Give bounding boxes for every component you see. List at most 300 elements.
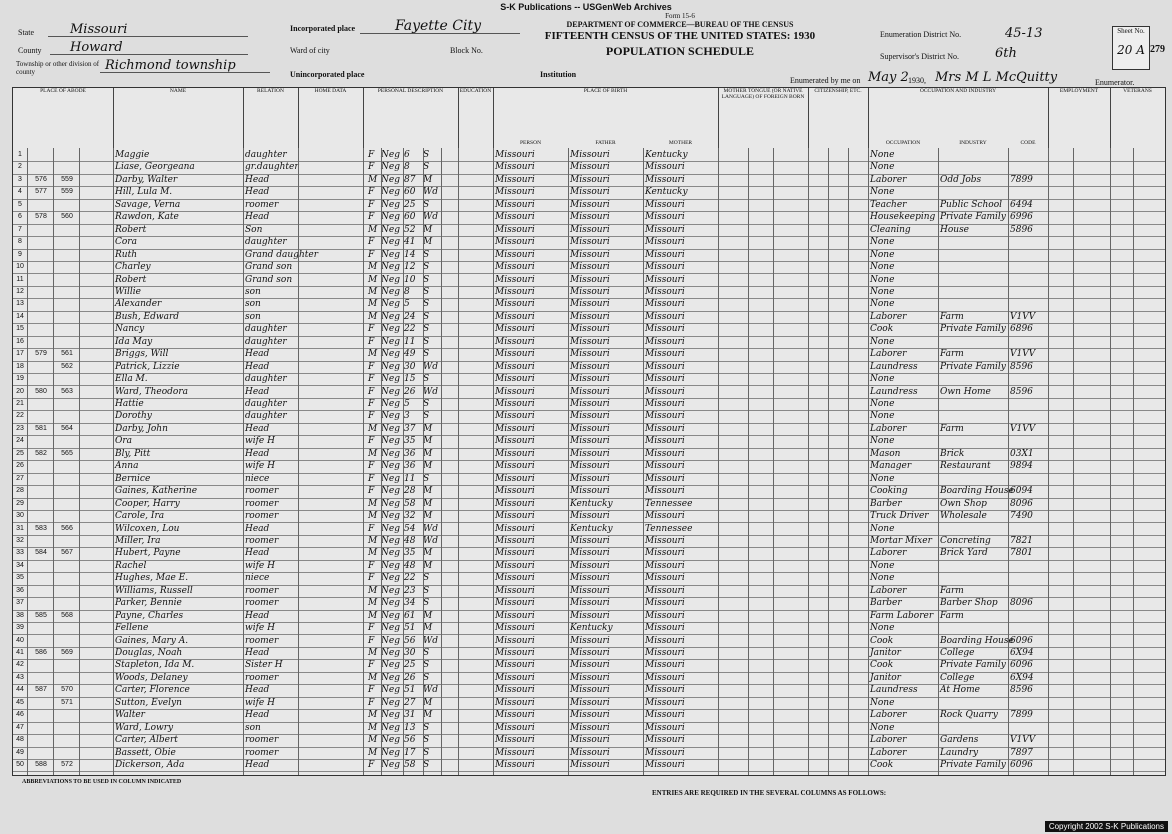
cell-race: Neg — [381, 436, 400, 447]
cell-p: Missouri — [495, 585, 535, 596]
cell-name: Darby, Walter — [115, 174, 178, 185]
cell-dw — [29, 560, 53, 572]
cell-ms: S — [423, 399, 430, 409]
cell-ind: Private Family — [940, 760, 1006, 771]
cell-ind — [940, 286, 1008, 298]
cell-fam — [55, 224, 79, 236]
cell-n: 15 — [16, 325, 24, 333]
cell-rel: daughter — [245, 336, 287, 347]
cell-code: 7801 — [1010, 548, 1033, 559]
cell-f: Missouri — [570, 560, 610, 571]
cell-fam — [55, 622, 79, 634]
cell-name: Liase, Georgeana — [115, 162, 195, 173]
cell-race: Neg — [381, 199, 400, 210]
cell-n: 41 — [16, 649, 24, 656]
cell-race: Neg — [381, 150, 400, 160]
cell-p: Missouri — [495, 573, 535, 584]
cell-ms: M — [423, 174, 433, 185]
cell-m: Missouri — [645, 722, 685, 733]
cell-code — [1010, 274, 1048, 286]
cell-race: Neg — [381, 598, 400, 609]
cell-dw: 576 — [35, 175, 47, 183]
cell-n: 43 — [16, 673, 24, 681]
schedule-title: POPULATION SCHEDULE — [605, 44, 755, 58]
cell-name: Briggs, Will — [115, 349, 169, 360]
cell-dw: 584 — [35, 549, 47, 557]
cell-name: Ward, Theodora — [115, 386, 189, 397]
cell-dw — [29, 286, 53, 298]
cell-n: 49 — [16, 748, 24, 756]
cell-age: 27 — [404, 697, 416, 708]
cell-p: Missouri — [495, 299, 535, 310]
cell-sex: F — [368, 399, 375, 409]
table-row — [13, 336, 1165, 349]
cell-code: 7490 — [1010, 511, 1033, 522]
enumerated-label: Enumerated by me on — [790, 76, 861, 85]
cell-ms: Wd — [423, 187, 439, 198]
cell-race: Neg — [381, 249, 400, 260]
cell-ms: S — [423, 598, 430, 609]
cell-ms: S — [423, 747, 430, 758]
cell-m: Missouri — [645, 660, 685, 671]
cell-ind: Public School — [940, 199, 1002, 210]
cell-name: Willie — [115, 286, 141, 297]
cell-rel: Head — [245, 361, 270, 372]
cell-age: 56 — [404, 635, 416, 646]
cell-race: Neg — [381, 685, 400, 696]
cell-n: 38 — [16, 611, 24, 619]
cell-occ: Teacher — [870, 199, 907, 210]
cell-f: Missouri — [570, 760, 610, 771]
cell-sex: F — [368, 436, 375, 447]
cell-p: Missouri — [495, 237, 535, 248]
cell-occ: None — [870, 399, 895, 409]
cell-name: Carter, Albert — [115, 735, 178, 746]
table-row — [13, 510, 1165, 523]
cell-dw — [29, 361, 53, 373]
cell-name: Stapleton, Ida M. — [115, 660, 195, 671]
institution-label: Institution — [540, 70, 577, 79]
cell-race: Neg — [381, 648, 400, 658]
cell-occ: None — [870, 573, 895, 584]
cell-fam — [55, 249, 79, 261]
cell-occ: Janitor — [870, 648, 901, 658]
cell-rel: daughter — [245, 374, 287, 385]
cell-p: Missouri — [495, 560, 535, 571]
cell-fam — [55, 149, 79, 161]
cell-f: Missouri — [570, 361, 610, 372]
cell-name: Patrick, Lizzie — [115, 361, 180, 372]
cell-m: Tennessee — [645, 498, 693, 509]
cell-p: Missouri — [495, 349, 535, 360]
cell-m: Missouri — [645, 672, 685, 683]
cell-m: Missouri — [645, 486, 685, 497]
col-mother-tongue: MOTHER TONGUE (OR NATIVE LANGUAGE) OF FOREIGN BORN — [718, 88, 809, 148]
column-rule — [27, 148, 28, 775]
cell-occ: Laundress — [870, 361, 918, 372]
cell-dw: 580 — [35, 387, 47, 395]
cell-p: Missouri — [495, 747, 535, 758]
cell-code: 8596 — [1010, 685, 1033, 696]
cell-m: Missouri — [645, 349, 685, 360]
cell-dw — [29, 323, 53, 335]
cell-ms: S — [423, 162, 430, 173]
cell-rel: daughter — [245, 150, 287, 160]
cell-ind: Private Family — [940, 324, 1006, 335]
cell-p: Missouri — [495, 336, 535, 347]
cell-fam — [55, 323, 79, 335]
cell-name: Alexander — [115, 299, 162, 310]
cell-name: Williams, Russell — [115, 585, 193, 596]
table-row — [13, 585, 1165, 598]
cell-age: 49 — [404, 349, 416, 360]
column-rule — [773, 148, 774, 775]
cell-race: Neg — [381, 212, 400, 223]
cell-p: Missouri — [495, 187, 535, 198]
cell-race: Neg — [381, 448, 400, 459]
cell-fam: 563 — [61, 387, 73, 395]
cell-f: Missouri — [570, 274, 610, 285]
cell-ms: S — [423, 286, 430, 297]
column-rule — [1008, 148, 1009, 775]
cell-fam — [55, 535, 79, 547]
cell-ind: Own Home — [940, 386, 991, 397]
cell-dw — [29, 747, 53, 759]
cell-m: Missouri — [645, 237, 685, 248]
cell-sex: M — [368, 311, 378, 322]
cell-dw — [29, 659, 53, 671]
cell-age: 52 — [404, 224, 416, 235]
column-rule — [79, 148, 80, 775]
cell-name: Anna — [115, 461, 139, 472]
cell-sex: M — [368, 747, 378, 758]
cell-ind: Brick Yard — [940, 548, 988, 559]
cell-code: 9894 — [1010, 461, 1033, 472]
cell-code — [1010, 373, 1048, 385]
cell-ind: Boarding House — [940, 635, 1014, 646]
cell-ms: S — [423, 735, 430, 746]
cell-name: Darby, John — [115, 423, 168, 434]
cell-dw — [29, 572, 53, 584]
cell-dw — [29, 709, 53, 721]
cell-code — [1010, 622, 1048, 634]
cell-sex: F — [368, 150, 375, 160]
cell-race: Neg — [381, 473, 400, 484]
cell-p: Missouri — [495, 672, 535, 683]
cell-rel: Head — [245, 187, 270, 198]
cell-occ: None — [870, 436, 895, 447]
cell-age: 14 — [404, 249, 416, 260]
occ-title: OCCUPATION AND INDUSTRY — [919, 88, 997, 94]
cell-n: 50 — [16, 761, 24, 769]
cell-p: Missouri — [495, 610, 535, 621]
cell-m: Tennessee — [645, 523, 693, 534]
cell-code — [1010, 161, 1048, 173]
cell-sex: M — [368, 349, 378, 360]
cell-name: Miller, Ira — [115, 535, 161, 546]
cell-f: Missouri — [570, 747, 610, 758]
cell-ind — [940, 261, 1008, 273]
table-row — [13, 186, 1165, 199]
cell-race: Neg — [381, 324, 400, 335]
cell-rel: Grand son — [245, 262, 293, 273]
cell-name: Rachel — [115, 560, 147, 571]
cell-occ: Laborer — [870, 311, 907, 322]
cell-age: 28 — [404, 486, 416, 497]
cell-sex: F — [368, 523, 375, 534]
cell-age: 8 — [404, 162, 410, 173]
cell-code: 6094 — [1010, 486, 1033, 497]
cell-name: Bernice — [115, 473, 151, 484]
banner: S-K Publications -- USGenWeb Archives — [500, 2, 672, 12]
cell-rel: roomer — [245, 672, 279, 683]
column-rule — [1133, 148, 1134, 775]
column-rule — [808, 148, 809, 775]
cell-m: Missouri — [645, 448, 685, 459]
cell-occ: None — [870, 286, 895, 297]
enum-district-value: 45-13 — [1005, 26, 1043, 41]
cell-occ: None — [870, 262, 895, 273]
cell-p: Missouri — [495, 535, 535, 546]
cell-occ: None — [870, 697, 895, 708]
cell-age: 17 — [404, 747, 416, 758]
table-row — [13, 572, 1165, 585]
cell-ms: S — [423, 672, 430, 683]
cell-fam: 570 — [61, 686, 73, 694]
cell-n: 35 — [16, 574, 24, 582]
cell-age: 13 — [404, 722, 416, 733]
cell-sex: M — [368, 299, 378, 310]
enumerator-label: Enumerator. — [1095, 78, 1135, 87]
county-value: Howard — [70, 40, 123, 55]
cell-m: Missouri — [645, 635, 685, 646]
cell-fam: 559 — [61, 188, 73, 196]
cell-code: 6X94 — [1010, 648, 1034, 658]
cell-ms: S — [423, 722, 430, 733]
cell-p: Missouri — [495, 399, 535, 409]
cell-n: 20 — [16, 387, 24, 395]
column-rule — [243, 148, 244, 775]
cell-race: Neg — [381, 747, 400, 758]
cell-ind: Laundry — [940, 747, 979, 758]
cell-race: Neg — [381, 299, 400, 310]
cell-code — [1010, 523, 1048, 535]
cell-sex: F — [368, 461, 375, 472]
enumerated-year: 1930, — [908, 76, 926, 85]
cell-occ: Laborer — [870, 423, 907, 434]
cell-ind — [940, 572, 1008, 584]
cell-race: Neg — [381, 560, 400, 571]
cell-ind: Private Family — [940, 361, 1006, 372]
cell-f: Missouri — [570, 311, 610, 322]
cell-f: Missouri — [570, 349, 610, 360]
cell-occ: Laborer — [870, 174, 907, 185]
cell-m: Missouri — [645, 735, 685, 746]
cell-n: 16 — [16, 337, 24, 345]
cell-sex: M — [368, 610, 378, 621]
cell-sex: F — [368, 685, 375, 696]
cell-race: Neg — [381, 623, 400, 634]
cell-name: Ella M. — [115, 374, 148, 385]
cell-name: Bush, Edward — [115, 311, 180, 322]
cell-fam — [55, 410, 79, 422]
page-number: 279 — [1150, 44, 1165, 55]
cell-race: Neg — [381, 386, 400, 397]
cell-fam — [55, 473, 79, 485]
cell-code — [1010, 261, 1048, 273]
cell-name: Dickerson, Ada — [115, 760, 185, 771]
cell-rel: Head — [245, 523, 270, 534]
cell-f: Missouri — [570, 535, 610, 546]
cell-p: Missouri — [495, 411, 535, 422]
cell-age: 41 — [404, 237, 416, 248]
cell-occ: Cooking — [870, 486, 908, 497]
township-value: Richmond township — [105, 58, 236, 73]
cell-m: Missouri — [645, 560, 685, 571]
cell-ms: S — [423, 660, 430, 671]
cell-code: 6896 — [1010, 324, 1033, 335]
cell-occ: None — [870, 411, 895, 422]
cell-code: 6096 — [1010, 660, 1033, 671]
cell-p: Missouri — [495, 735, 535, 746]
cell-fam — [55, 709, 79, 721]
cell-name: Ida May — [115, 336, 153, 347]
cell-p: Missouri — [495, 436, 535, 447]
cell-m: Missouri — [645, 174, 685, 185]
cell-m: Missouri — [645, 697, 685, 708]
cell-ms: S — [423, 336, 430, 347]
cell-n: 28 — [16, 487, 24, 495]
table-row — [13, 211, 1165, 224]
cell-f: Missouri — [570, 336, 610, 347]
cell-occ: Barber — [870, 598, 902, 609]
cell-race: Neg — [381, 486, 400, 497]
cell-f: Missouri — [570, 672, 610, 683]
cell-n: 1 — [18, 151, 22, 158]
col-personal: PERSONAL DESCRIPTION — [363, 88, 459, 148]
cell-race: Neg — [381, 548, 400, 559]
cell-ind — [940, 149, 1008, 161]
cell-p: Missouri — [495, 486, 535, 497]
cell-dw — [29, 311, 53, 323]
cell-m: Missouri — [645, 274, 685, 285]
cell-ms: S — [423, 349, 430, 360]
cell-dw: 578 — [35, 213, 47, 221]
cell-n: 23 — [16, 424, 24, 432]
cell-code: 6X94 — [1010, 672, 1034, 683]
column-rule — [848, 148, 849, 775]
table-row — [13, 523, 1165, 536]
cell-fam: 561 — [61, 350, 73, 358]
table-row — [13, 709, 1165, 722]
cell-ind — [940, 697, 1008, 709]
cell-m: Missouri — [645, 374, 685, 385]
cell-age: 5 — [404, 399, 410, 409]
cell-ms: Wd — [423, 386, 439, 397]
table-row — [13, 547, 1165, 560]
cell-ind: Farm — [940, 311, 964, 322]
cell-ms: S — [423, 274, 430, 285]
cell-n: 32 — [16, 536, 24, 544]
cell-age: 56 — [404, 735, 416, 746]
cell-name: Woods, Delaney — [115, 672, 188, 683]
cell-age: 25 — [404, 660, 416, 671]
cell-f: Missouri — [570, 386, 610, 397]
cell-dw: 579 — [35, 350, 47, 358]
cell-code — [1010, 610, 1048, 622]
cell-code — [1010, 572, 1048, 584]
cell-code: 6096 — [1010, 635, 1033, 646]
col-place-of-abode: PLACE OF ABODE — [13, 88, 114, 148]
cell-p: Missouri — [495, 262, 535, 273]
cell-name: Hubert, Payne — [115, 548, 181, 559]
col-employment: EMPLOYMENT — [1048, 88, 1111, 148]
cell-n: 30 — [16, 512, 24, 520]
table-row — [13, 398, 1165, 411]
column-rule — [403, 148, 404, 775]
cell-p: Missouri — [495, 685, 535, 696]
cell-m: Missouri — [645, 286, 685, 297]
cell-f: Kentucky — [570, 623, 613, 634]
table-row — [13, 373, 1165, 386]
cell-rel: Head — [245, 648, 270, 658]
cell-occ: None — [870, 374, 895, 385]
cell-n: 2 — [18, 163, 22, 171]
cell-m: Missouri — [645, 311, 685, 322]
column-rule — [458, 148, 459, 775]
cell-p: Missouri — [495, 660, 535, 671]
cell-ms: S — [423, 573, 430, 584]
cell-age: 22 — [404, 573, 416, 584]
cell-ms: M — [423, 610, 433, 621]
table-row — [13, 659, 1165, 672]
cell-p: Missouri — [495, 374, 535, 385]
cell-ind: Boarding House — [940, 486, 1014, 497]
cell-m: Missouri — [645, 162, 685, 173]
cell-ind: Farm — [940, 349, 964, 360]
cell-code — [1010, 722, 1048, 734]
cell-age: 60 — [404, 187, 416, 198]
cell-rel: roomer — [245, 635, 279, 646]
cell-rel: daughter — [245, 237, 287, 248]
cell-m: Missouri — [645, 710, 685, 721]
cell-age: 61 — [404, 610, 416, 621]
cell-sex: F — [368, 697, 375, 708]
cell-p: Missouri — [495, 623, 535, 634]
supervisor-label: Supervisor's District No. — [880, 52, 959, 61]
cell-age: 15 — [404, 374, 416, 385]
cell-fam — [55, 286, 79, 298]
cell-m: Missouri — [645, 648, 685, 658]
footer-entries: ENTRIES ARE REQUIRED IN THE SEVERAL COLUMNS AS FOLLOWS: — [652, 789, 887, 797]
column-rule — [363, 148, 364, 775]
cell-rel: roomer — [245, 199, 279, 210]
cell-dw — [29, 149, 53, 161]
table-row — [13, 697, 1165, 710]
cell-n: 48 — [16, 736, 24, 744]
column-rule — [718, 148, 719, 775]
cell-fam: 565 — [61, 449, 73, 457]
table-row — [13, 722, 1165, 735]
cell-fam — [55, 261, 79, 273]
cell-name: Sutton, Evelyn — [115, 697, 182, 708]
cell-fam — [55, 199, 79, 211]
cell-n: 13 — [16, 300, 24, 308]
cell-code: 8096 — [1010, 598, 1033, 609]
cell-occ: Cleaning — [870, 224, 911, 235]
cell-f: Missouri — [570, 585, 610, 596]
cell-ind — [940, 410, 1008, 422]
